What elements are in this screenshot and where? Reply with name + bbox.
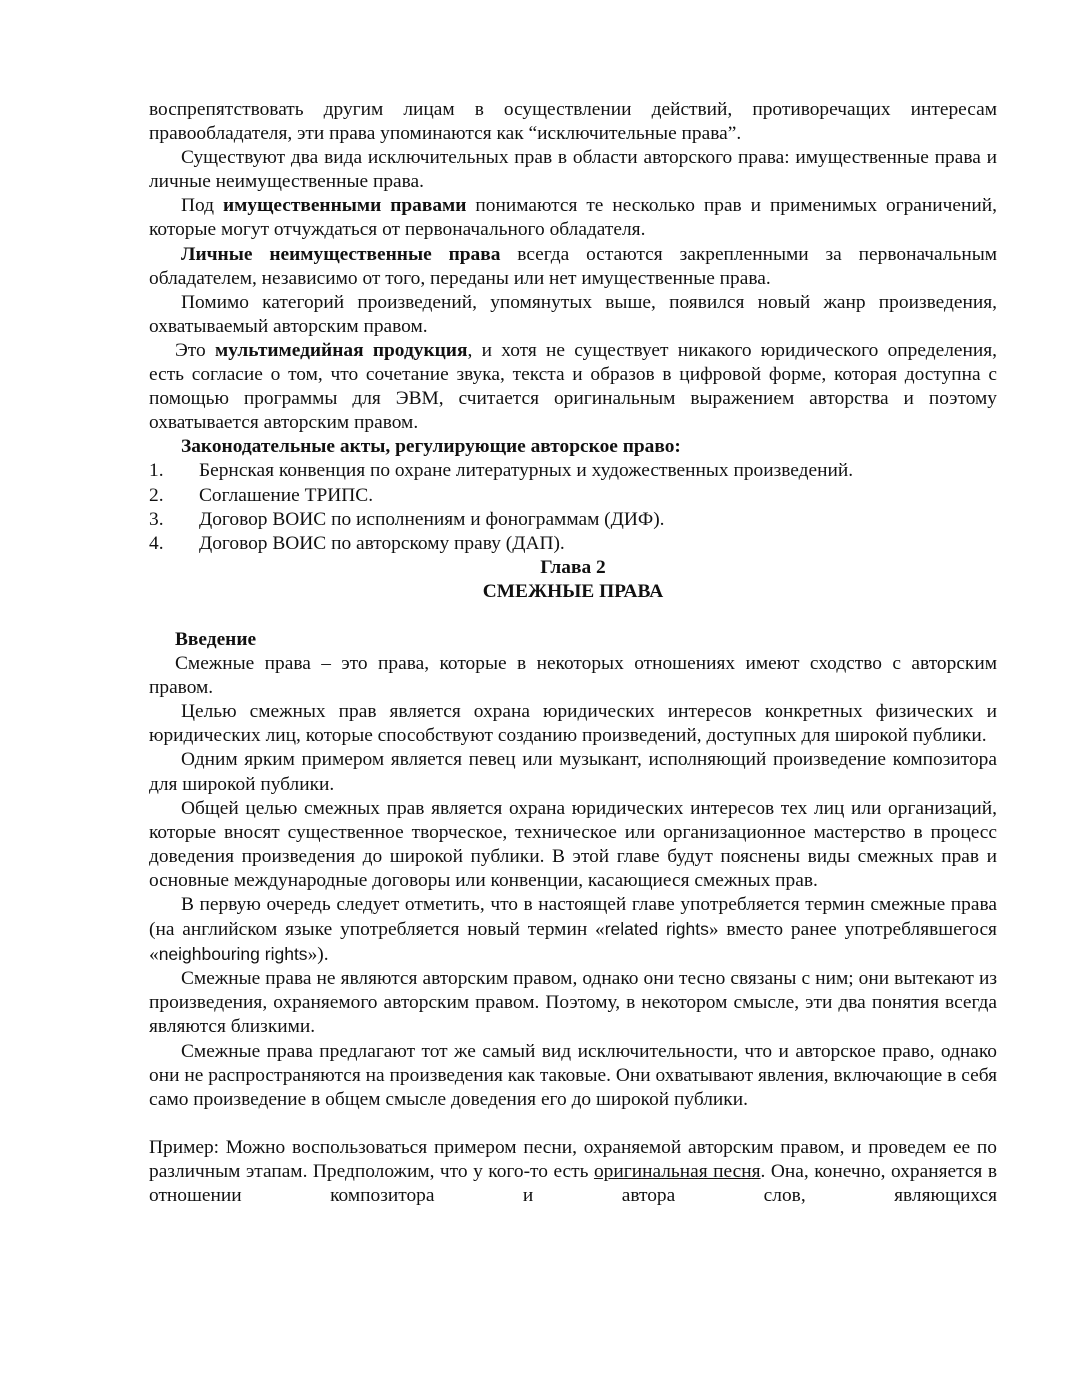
legislative-acts-list [149, 459, 997, 555]
bold-term-multimedia: мультимедийная продукция [215, 339, 468, 361]
text-run: Пример: Можно воспользоваться примером песни, охраняемой авторским правом, и проведем ее по различным этапам. Предположим, что у кого-то есть [149, 1136, 997, 1182]
list-item-number: 2. [149, 484, 164, 506]
list-item-text: Соглашение ТРИПС. [199, 484, 374, 506]
blank-line [149, 604, 997, 628]
text-run: понимаются те несколько прав и применимых ограничений, которые могут отчуждаться от первоначального обладателя. [149, 195, 997, 241]
text-run: Это [175, 339, 215, 361]
paragraph-related-rights-definition: Смежные права – это права, которые в некоторых отношениях имеют сходство с авторским правом. [149, 653, 997, 699]
list-item-text: Бернская конвенция по охране литературных и художественных произведений. [199, 460, 854, 482]
list-item [149, 532, 997, 556]
paragraph-exclusivity: Смежные права предлагают тот же самый вид исключительности, что и авторское право, однако они не распространяются на произведения как таковые. Они охватывают явления, включающие в себя само произведение в общем смысле доведения его до широкой публики. [149, 1040, 997, 1110]
chapter-title: СМЕЖНЫЕ ПРАВА [482, 580, 664, 602]
paragraph-terminology [149, 893, 997, 967]
document-page [149, 98, 997, 1208]
paragraph-two-types: Существуют два вида исключительных прав в области авторского права: имущественные права и личные неимущественные права. [149, 147, 997, 193]
term-neighbouring-rights: neighbouring rights [158, 944, 308, 965]
paragraph-property-rights [149, 194, 997, 242]
text-run: В первую очередь следует отметить, что в настоящей главе употребляется термин смежные права (на английском языке употребляется новый термин « [149, 894, 997, 941]
paragraph-exclusive-rights: воспрепятствовать другим лицам в осуществлении действий, противоречащих интересам правообладателя, эти права упоминаются как “исключительные права”. [149, 99, 997, 145]
blank-line [149, 1112, 997, 1136]
text-run: всегда остаются закрепленными за первоначальным обладателем, независимо от того, переданы или нет имущественные права. [149, 243, 997, 289]
text-run: . Она, конечно, охраняется в отношении композитора и автора слов, являющихся [149, 1160, 997, 1207]
paragraph-example-song [149, 1136, 997, 1208]
chapter-number: Глава 2 [540, 556, 606, 578]
list-item-text: Договор ВОИС по исполнениям и фонограммам (ДИФ). [199, 508, 665, 530]
text-run: »). [307, 944, 329, 966]
text-run: Под [181, 195, 223, 217]
list-item-text: Договор ВОИС по авторскому праву (ДАП). [199, 532, 565, 554]
paragraph-moral-rights [149, 243, 997, 291]
paragraph-new-genre: Помимо категорий произведений, упомянутых выше, появился новый жанр произведения, охватываемый авторским правом. [149, 291, 997, 337]
paragraph-multimedia [149, 339, 997, 435]
paragraph-general-purpose: Общей целью смежных прав является охрана юридических интересов тех лиц или организаций, которые вносят существенное творческое, техническое или организационное мастерство в процесс доведения произведения до широкой публики. В этой главе будут пояснены виды смежных прав и основные международные договоры или конвенции, касающиеся смежных прав. [149, 797, 997, 891]
bold-term-moral-rights: Личные неимущественные права [181, 243, 501, 265]
term-related-rights: related rights [604, 919, 709, 940]
paragraph-purpose: Целью смежных прав является охрана юридических интересов конкретных физических и юридических лиц, которые способствуют созданию произведений, доступных для широкой публики. [149, 701, 997, 747]
list-item [149, 459, 997, 483]
paragraph-not-copyright: Смежные права не являются авторским правом, однако они тесно связаны с ним; они вытекают из произведения, охраняемого авторским правом. Поэтому, в некотором смысле, эти два понятия всегда являются близкими. [149, 968, 997, 1038]
text-run: , и хотя не существует никакого юридического определения, есть согласие о том, что сочетание звука, текста и образов в цифровой форме, которая доступна с помощью программы для ЭВМ, считается оригинальным выражением авторства и поэтому охватывается авторским правом. [149, 339, 998, 434]
list-item-number: 4. [149, 532, 164, 554]
legislative-acts-heading: Законодательные акты, регулирующие авторское право: [181, 436, 681, 458]
bold-term-property-rights: имущественными правами [222, 195, 467, 217]
paragraph-example-singer: Одним ярким примером является певец или музыкант, исполняющий произведение композитора для широкой публики. [149, 749, 997, 795]
list-item [149, 508, 997, 532]
text-run: » вместо ранее употреблявшегося « [149, 919, 997, 966]
list-item-number: 3. [149, 508, 164, 530]
list-item-number: 1. [149, 460, 164, 482]
underlined-term-original-song: оригинальная песня [593, 1160, 761, 1182]
section-heading-introduction: Введение [175, 628, 257, 650]
list-item [149, 484, 997, 508]
